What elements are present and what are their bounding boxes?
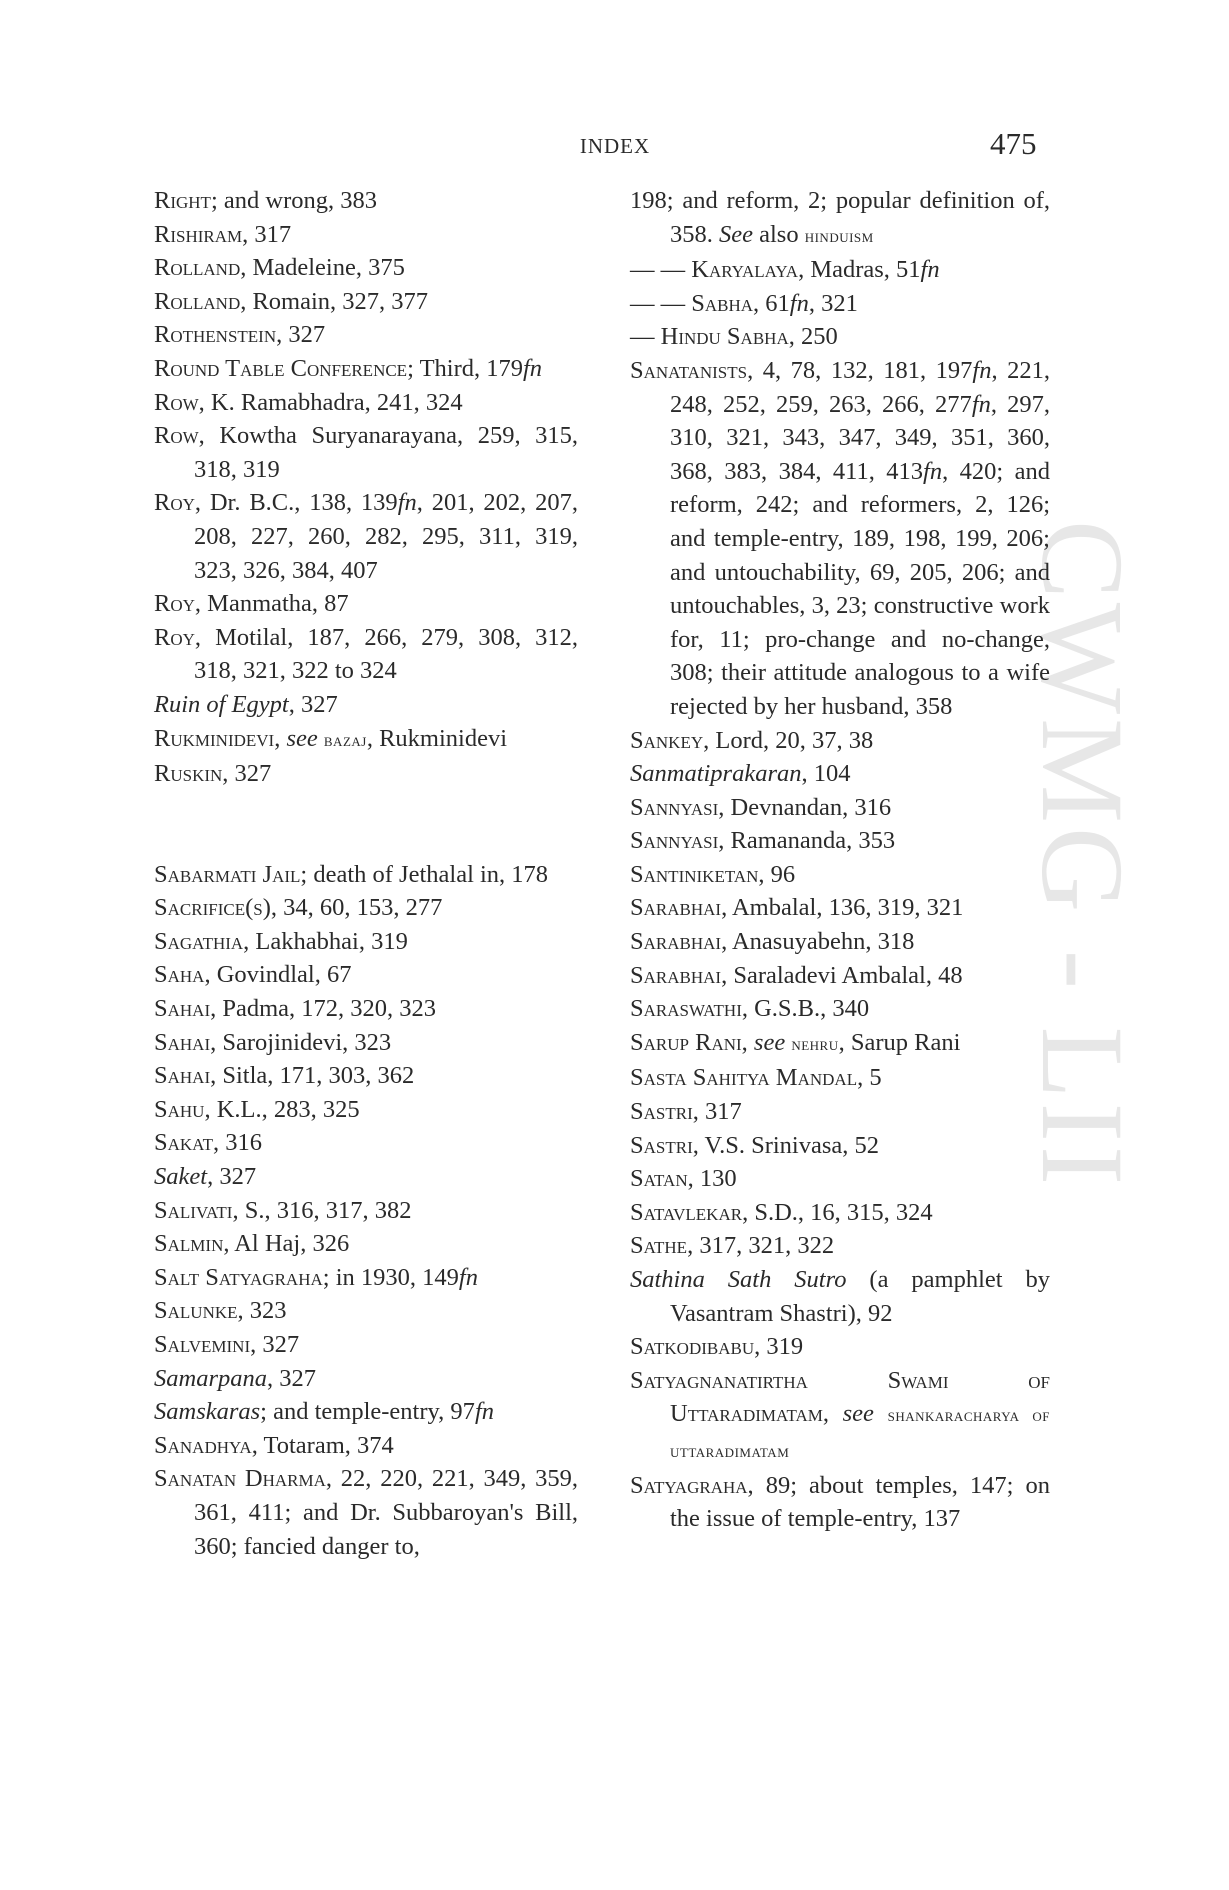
watermark: CWMG - LII bbox=[1017, 520, 1148, 1190]
index-entry: Row, K. Ramabhadra, 241, 324 bbox=[154, 388, 463, 416]
page-number: 475 bbox=[990, 126, 1037, 161]
index-entry: Satkodibabu, 319 bbox=[630, 1333, 804, 1361]
index-entry: Round Table Conference; Third, 179fn bbox=[154, 354, 543, 382]
index-entry: Rolland, Romain, 327, 377 bbox=[154, 287, 429, 315]
index-entry-continued: 198; and reform, 2; popular definition of, 358. See also hinduism bbox=[630, 187, 1050, 248]
index-entry: Salvemini, 327 bbox=[154, 1331, 300, 1358]
index-entry: Sahai, Sitla, 171, 303, 362 bbox=[154, 1062, 415, 1090]
index-entry: — — Karyalaya, Madras, 51fn bbox=[630, 256, 940, 284]
index-entry: Sannyasi, Ramananda, 353 bbox=[630, 827, 896, 855]
index-entry: Row, Kowtha Suryanarayana, 259, 315, 318, 319 bbox=[154, 422, 578, 483]
index-entry: Sagathia, Lakhabhai, 319 bbox=[154, 927, 408, 955]
index-entry: Rukminidevi, see bazaj, Rukminidevi bbox=[154, 724, 508, 752]
index-entry: Sakat, 316 bbox=[154, 1129, 262, 1157]
index-entry: Sanatan Dharma, 22, 220, 221, 349, 359, 361, 411; and Dr. Subbaroyan's Bill, 360; fancied danger to, bbox=[154, 1465, 578, 1560]
index-entry: Sahai, Sarojinidevi, 323 bbox=[154, 1028, 392, 1056]
index-entry: Sabarmati Jail; death of Jethalal in, 178 bbox=[154, 860, 549, 888]
index-entry: Salivati, S., 316, 317, 382 bbox=[154, 1196, 412, 1224]
index-entry: Saha, Govindlal, 67 bbox=[154, 961, 352, 989]
index-entry: Roy, Manmatha, 87 bbox=[154, 590, 349, 618]
index-entry: Sankey, Lord, 20, 37, 38 bbox=[630, 726, 874, 754]
index-entry: Roy, Motilal, 187, 266, 279, 308, 312, 318, 321, 322 to 324 bbox=[154, 623, 578, 685]
index-entry: Sastri, 317 bbox=[630, 1098, 742, 1126]
index-entry: Samarpana, 327 bbox=[154, 1364, 316, 1392]
index-entry: Rothenstein, 327 bbox=[154, 321, 326, 349]
index-entry: Sannyasi, Devnandan, 316 bbox=[630, 793, 892, 821]
index-entry: Sahu, K.L., 283, 325 bbox=[154, 1095, 360, 1123]
index-entry: Sarabhai, Ambalal, 136, 319, 321 bbox=[630, 894, 964, 922]
index-entry: — Hindu Sabha, 250 bbox=[630, 323, 838, 351]
index-entry: Sanmatiprakaran, 104 bbox=[630, 760, 851, 788]
index-entry: Santiniketan, 96 bbox=[630, 860, 796, 888]
index-entry: Sathina Sath Sutro (a pamphlet by Vasantram Shastri), 92 bbox=[630, 1266, 1050, 1327]
index-entry: Ruskin, 327 bbox=[154, 760, 272, 788]
index-entry: Sastri, V.S. Srinivasa, 52 bbox=[630, 1131, 880, 1159]
running-header: INDEX bbox=[579, 134, 651, 158]
index-column-left bbox=[154, 184, 578, 1563]
index-entry: Sarabhai, Anasuyabehn, 318 bbox=[630, 928, 915, 956]
index-entry: Sahai, Padma, 172, 320, 323 bbox=[154, 995, 437, 1023]
index-entry: Rishiram, 317 bbox=[154, 220, 292, 248]
index-entry: Saraswathi, G.S.B., 340 bbox=[630, 995, 870, 1023]
index-entry: Sathe, 317, 321, 322 bbox=[630, 1232, 835, 1260]
index-entry: Sasta Sahitya Mandal, 5 bbox=[630, 1064, 882, 1092]
index-entry: Sacrifice(s), 34, 60, 153, 277 bbox=[154, 894, 443, 922]
index-entry: Roy, Dr. B.C., 138, 139fn, 201, 202, 207, 208, 227, 260, 282, 295, 311, 319, 323, 326, 384, 407 bbox=[154, 489, 579, 584]
index-entry: Ruin of Egypt, 327 bbox=[154, 690, 338, 718]
index-entry: Satyagnanatirtha Swami of Uttaradimatam, see shankaracharya of uttaradimatam bbox=[630, 1366, 1050, 1462]
index-entry: Salt Satyagraha; in 1930, 149fn bbox=[154, 1263, 478, 1291]
index-entry: Satan, 130 bbox=[630, 1165, 737, 1193]
index-entry: Sarabhai, Saraladevi Ambalal, 48 bbox=[630, 961, 963, 989]
index-entry: Satyagraha, 89; about temples, 147; on the issue of temple-entry, 137 bbox=[630, 1471, 1050, 1533]
index-entry: Samskaras; and temple-entry, 97fn bbox=[154, 1398, 494, 1426]
index-entry: Sanadhya, Totaram, 374 bbox=[154, 1431, 394, 1459]
index-entry: Sanatanists, 4, 78, 132, 181, 197fn, 221, 248, 252, 259, 263, 266, 277fn, 297, 310, 321, 343, 347, 349, 351, 360, 368, 383, 384, 411, 413fn, 420; and reform, 242; and reformers, 2, 126; and temple-entry, 189, 198, 199, 206; and untouchability, 69, 205, 206; and untouchables, 3, 23; constructive work for, 11; pro-change and no-change, 308; their attitude analogous to a wife rejected by her husband, 358 bbox=[630, 356, 1051, 720]
index-entry: — — Sabha, 61fn, 321 bbox=[630, 289, 858, 317]
index-entry: Satavlekar, S.D., 16, 315, 324 bbox=[630, 1198, 933, 1226]
index-entry: Right; and wrong, 383 bbox=[154, 187, 377, 214]
index-entry: Sarup Rani, see nehru, Sarup Rani bbox=[630, 1028, 961, 1056]
index-entry: Saket, 327 bbox=[154, 1163, 257, 1191]
index-entry: Salunke, 323 bbox=[154, 1297, 287, 1325]
index-column-right bbox=[630, 184, 1050, 1536]
index-entry: Salmin, Al Haj, 326 bbox=[154, 1230, 350, 1258]
index-entry: Rolland, Madeleine, 375 bbox=[154, 254, 405, 282]
